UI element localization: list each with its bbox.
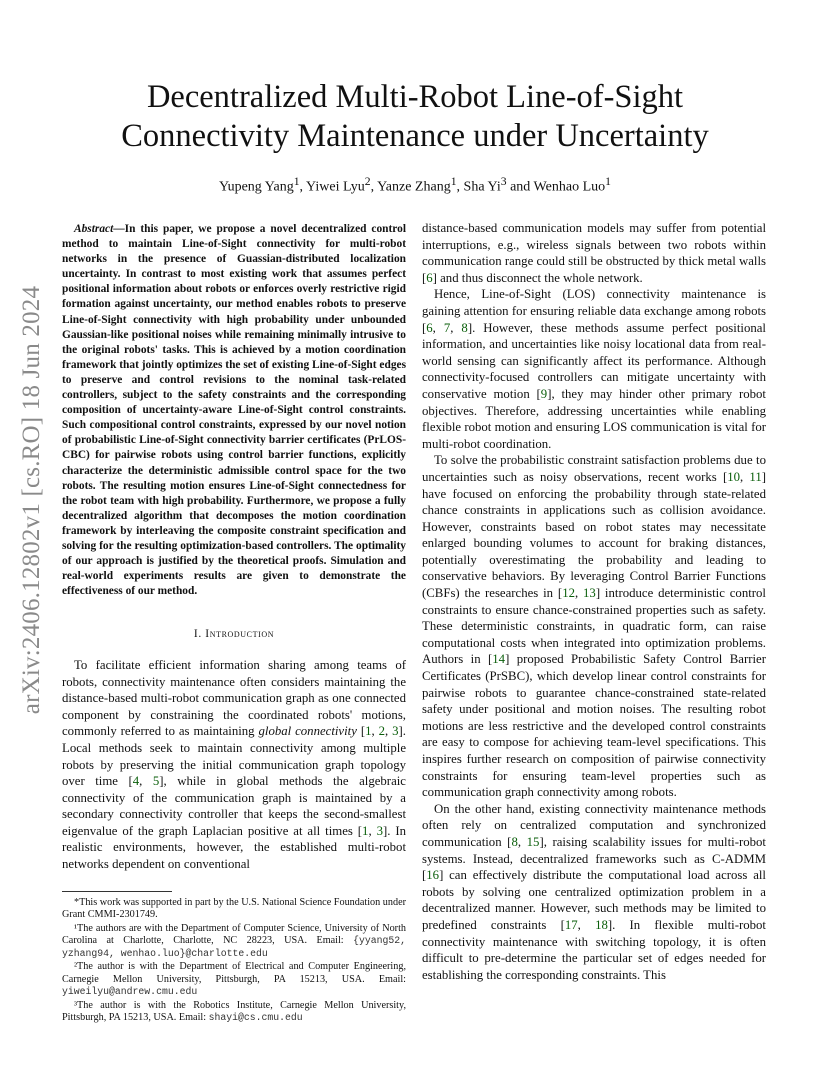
footnote-rule xyxy=(62,891,172,892)
footnote-affiliation-3: ³The author is with the Robotics Institute, Carnegie Mellon University, Pittsburgh, PA 15213, USA. Email: shayi@cs.cmu.edu xyxy=(62,999,406,1024)
left-column xyxy=(62,222,406,1026)
abstract: Abstract—In this paper, we propose a novel decentralized control method to maintain Line-of-Sight connectivity for multi-robot networks in the presence of Guassian-distributed localization uncertainty. In contrast to most existing work that assumes perfect positional information about robots or enforces overly restrictive rigid formation against uncertainty, our method enables robots to preserve Line-of-Sight connectivity with high probability under unbounded Gaussian-like positional noises while remaining minimally intrusive to the original robots' tasks. This is achieved by a motion coordination framework that jointly optimizes the set of existing Line-of-Sight edges to preserve and control revisions to the nominal task-related controllers, subject to the safety constraints and the corresponding composition of uncertainty-aware Line-of-Sight control constraints. Such compositional control constraints, expressed by our novel notion of probabilistic Line-of-Sight connectivity barrier certificates (PrLOS-CBC) for pairwise robots using control barrier functions, explicitly characterize the deterministic admissible control space for the two robots. The resulting motion ensures Line-of-Sight connectedness for the robot team with high probability. Furthermore, we propose a fully decentralized algorithm that decomposes the motion coordination framework by interleaving the composite constraint specification and solving for the resulting optimization-based controllers. The optimality of our approach is justified by the theoretical proofs. Simulation and real-world experiments results are given to demonstrate the effectiveness of our method. xyxy=(62,223,406,598)
footnote-funding: *This work was supported in part by the U.S. National Science Foundation under Grant CMMI-2301749. xyxy=(62,896,406,921)
section-heading-introduction: I. Introduction xyxy=(193,628,275,641)
intro-paragraph-2: Hence, Line-of-Sight (LOS) connectivity maintenance is gaining attention for ensuring reliable data exchange among robots [6, 7, 8]. However, these methods assume perfect positional information, and uncertainties like noisy locational data from real-world sensing can significantly affect its performance. Although connectivity-focused controllers can mitigate uncertainty with conservative motion [9], they may hinder other primary robot objectives. Therefore, addressing uncertainties while enabling flexible robot motion and ensuring LOS communication is vital for multi-robot coordination. xyxy=(422,287,766,451)
intro-paragraph-4: On the other hand, existing connectivity maintenance methods often rely on centralized computation and synchronized communication [8, 15], raising scalability issues for multi-robot systems. Instead, decentralized frameworks such as C-ADMM [16] can effectively distribute the computational load across all robots by solving one centralized optimization problem in a decentralized manner. However, such methods may be limited to predefined constraints [17, 18]. In flexible multi-robot connectivity maintenance with switching topology, it is often difficult to pre-determine the particular set of edges needed for establishing the corresponding constraints. This xyxy=(422,801,766,982)
intro-paragraph-3: To solve the probabilistic constraint satisfaction problems due to uncertainties such as noisy observations, recent works [10, 11] have focused on enforcing the probability through state-related chance constraints in applications such as collision avoidance. However, constraints based on robot states may necessitate enlarged bounding volumes to account for braking distances, potentially overestimating the probability and leading to conservative behaviors. By leveraging Control Barrier Functions (CBFs) the researches in [12, 13] introduce deterministic control constraints to ensure chance-constrained properties such as safety. These deterministic constraints, in quadratic form, can raise computational costs when integrated into optimization problems. Authors in [14] proposed Probabilistic Safety Control Barrier Certificates (PrSBC), which develop linear control constraints for pairwise robots to guarantee chance-constrained state-related safety under positional and motion noises. The resulting robot motions are less restrictive and the developed control constraints are easy to compose for achieving team-level specifications. This inspires further research on composition of pairwise connectivity constraints for ensuring team-level properties such as communication graph connectivity among robots. xyxy=(422,453,766,800)
footnote-affiliation-2: ²The author is with the Department of Electrical and Computer Engineering, Carnegie Mellon University, Pittsburgh, PA 15213, USA. Email: yiweilyu@andrew.cmu.edu xyxy=(62,961,406,998)
paper-title: Decentralized Multi-Robot Line-of-Sight Connectivity Maintenance under Uncertainty xyxy=(121,79,709,154)
intro-paragraph-1-continued: distance-based communication models may suffer from potential interruptions, e.g., wireless signals between two robots within communication range could still be obstructed by thick metal walls [6] and thus disconnect the whole network. xyxy=(422,221,766,285)
intro-paragraph-1: To facilitate efficient information sharing among teams of robots, connectivity maintenance often considers maintaining the distance-based multi-robot communication graph as one connected component by constraining the coordinated robots' motions, commonly referred to as maintaining global connectivity [1, 2, 3]. Local methods seek to maintain connectivity among multiple robots by preserving the initial communication graph topology over time [4, 5], while in global methods the algebraic connectivity of the communication graph is maintained by a secondary connectivity controller that keeps the second-smallest eigenvalue of the graph Laplacian positive at all times [1, 3]. In realistic environments, however, the established multi-robot networks dependent on conventional xyxy=(62,657,407,872)
right-column xyxy=(422,220,766,983)
footnote-affiliation-1: ¹The authors are with the Department of Computer Science, University of North Carolina at Charlotte, Charlotte, NC 28223, USA. Email: {yyang52, yzhang94, wenhao.luo}@charlotte.edu xyxy=(62,922,406,959)
arxiv-stamp: arXiv:2406.12802v1 [cs.RO] 18 Jun 2024 xyxy=(18,285,45,715)
author-list: Yupeng Yang$^1$, Yiwei Lyu$^2$, Yanze Zhang$^1$, Sha Yi$^3$ and Wenhao Luo$^1$ xyxy=(219,175,611,195)
